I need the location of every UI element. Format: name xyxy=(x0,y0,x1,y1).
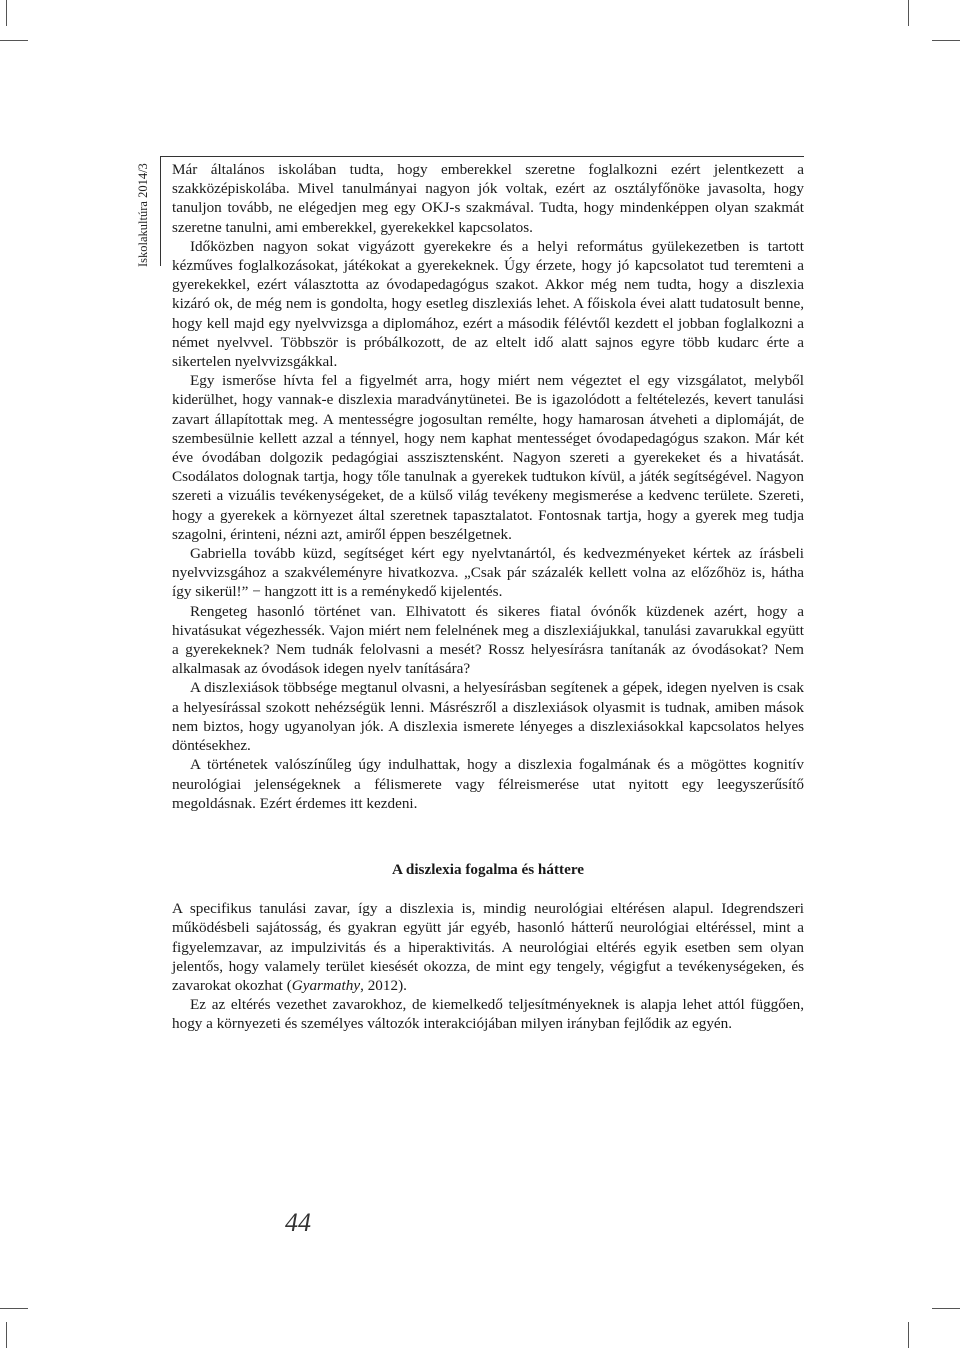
citation-year: , 2012). xyxy=(360,976,407,994)
paragraph: Gabriella tovább küzd, segítséget kért egy nyelvtanártól, és kedvezményeket kértek az írásbeli nyelvvizsgához a szakvéleményre hivatkozva. „Csak pár százalék kellett volna az előzőhöz is, hátha így sikerül!” − hangzott itt is a reménykedő kijelentés. xyxy=(172,545,804,601)
paragraph: A diszlexiások többsége megtanul olvasni, a helyesírásban segítenek a gépek, idegen nyelven is csak a helyesírással szokott nehézségük lenni. Másrészről a diszlexiások olyasmit is tudnak, amiben mások nem biztos, hogy ugyanolyan jók. A diszlexia ismerete lényeges a diszlexiásokkal kapcsolatos helyes döntésekhez. xyxy=(172,679,804,755)
margin-rule xyxy=(160,156,161,266)
crop-mark xyxy=(0,1308,28,1309)
crop-mark xyxy=(932,40,960,41)
crop-mark xyxy=(908,0,909,26)
crop-mark xyxy=(6,0,7,26)
paragraph: Egy ismerőse hívta fel a figyelmét arra, hogy miért nem végeztet el egy vizsgálatot, melyből kiderülhet, hogy vannak-e diszlexia maradványtünetei. Be is igazolódott a feltételezés, kevert tanulási zavart állapítottak meg. A mentességre jogosultan remélte, hogy hamarosan átveheti a diplomáját, de szembesülnie kellett azzal a ténnyel, hogy nem kaphat mentességet óvodapedagógus szakon. Már két éve óvodában dolgozik pedagógiai asszisztensként. Nagyon szereti a gyerekeket és a hivatását. Csodálatos dolognak tartja, hogy tőle tanulnak a gyerekek tudtukon kívül, a játék segítségével. Nagyon szereti a vizuális tevékenységeket, de a külső világ tevékeny megismerése a kedvenc területe. Szereti, hogy a gyerekek a környezet által szeretnek tapasztalatot. Fontosnak tartja, hogy a gyerek meg tudja szagolni, érinteni, nézni azt, amiről éppen beszélgetnek. xyxy=(172,372,804,543)
crop-mark xyxy=(932,1308,960,1309)
crop-mark xyxy=(0,40,28,41)
article-body xyxy=(172,160,804,1034)
paragraph: Rengeteg hasonló történet van. Elhivatott és sikeres fiatal óvónők küzdenek azért, hogy a hivatásukat végezhessék. Vajon miért nem felelnének meg a diszlexiájukkal, tanulási zavarukkal együtt a gyerekeknek? Nem tudnák felolvasni a mesét? Rossz helyesírásra tanítanák az óvodásokat? Nem alkalmasak az óvodások idegen nyelv tanítására? xyxy=(172,602,804,678)
paragraph: Időközben nagyon sokat vigyázott gyerekekre és a helyi református gyülekezetben is tartott kézműves foglalkozásokat, játékokat a gyerekeknek. Úgy érzete, hogy jó kapcsolatot tud teremteni a gyerekekkel, ezért választotta az óvodapedagógus szakot. Akkor még nem tudta, hogy a diszlexia kizáró ok, de még nem is gondolta, hogy esetleg diszlexiás lehet. A főiskola évei alatt tudatosult benne, hogy kell majd egy nyelvvizsga a diplomához, ezért a második félévtől kezdett el jobban foglalkozni a német nyelvvel. Többször is próbálkozott, de az eltelt idő alatt sajnos egyre több kudarc érte a sikertelen nyelvvizsgákkal. xyxy=(172,237,804,371)
citation-author: Gyarmathy xyxy=(291,976,361,994)
running-head: Iskolakultúra 2014/3 xyxy=(136,163,150,267)
crop-mark xyxy=(908,1322,909,1348)
paragraph: A történetek valószínűleg úgy indulhattak, hogy a diszlexia fogalmának és a mögöttes kognitív neurológiai jelenségeknek a félismerete vagy félreismerése utat nyitott egy leegyszerűsítő megoldásnak. Ezért érdemes itt kezdeni. xyxy=(172,756,804,812)
crop-mark xyxy=(6,1322,7,1348)
paragraph: Ez az eltérés vezethet zavarokhoz, de kiemelkedő teljesítményeknek is alapja lehet attól függően, hogy a környezeti és személyes változók interakciójában milyen irányban fejlődik az egyén. xyxy=(172,996,804,1033)
page-number: 44 xyxy=(285,1208,311,1237)
paragraph xyxy=(172,899,804,995)
section-heading: A diszlexia fogalma és háttere xyxy=(391,860,585,878)
header-rule xyxy=(160,156,804,157)
paragraph: Már általános iskolában tudta, hogy emberekkel szeretne foglalkozni ezért jelentkezett a szakközépiskolába. Mivel tanulmányai nagyon jók voltak, ezért az osztályfőnöke javasolta, hogy tanuljon tovább, ne elégedjen meg egy OKJ-s szakmával. Tudta, hogy mindenképpen olyan szakmát szeretne tanulni, ami emberekkel, gyerekekkel kapcsolatos. xyxy=(172,161,804,236)
paragraph-text: A specifikus tanulási zavar, így a diszlexia is, mindig neurológiai eltérésen alapul. Idegrendszeri működésbeli sajátosság, és gyakran együtt jár egyéb, hasonló hátterű neurológiai eltéréssel, mint a figyelemzavar, az impulzivitás és a hiperaktivitás. A neurológiai eltérés egyik esetben sem olyan jelentős, hogy valamely terület kiesését okozza, de mint egy tengely, végigfut a tevékenységeken, és zavarokat okozhat ( xyxy=(172,900,804,994)
